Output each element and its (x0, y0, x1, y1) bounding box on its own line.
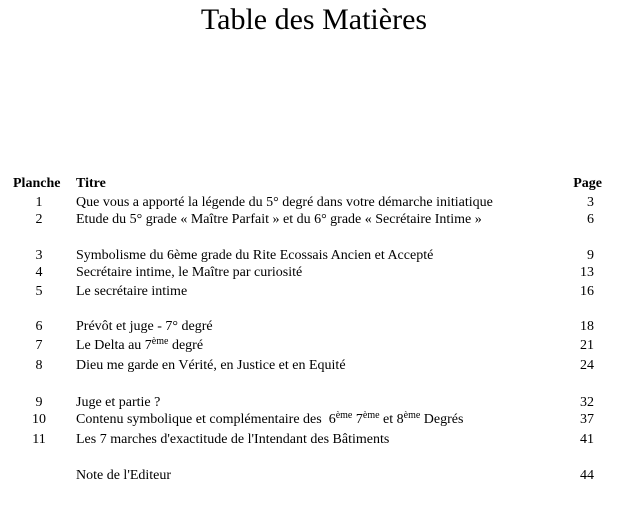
page-number: 41 (580, 432, 594, 447)
toc-row (0, 211, 628, 229)
entry-title: Note de l'Editeur (76, 468, 172, 483)
planche-number: 2 (35, 212, 43, 227)
toc-row (0, 411, 628, 429)
toc-row (0, 394, 628, 412)
entry-title: Les 7 marches d'exactitude de l'Intendant des Bâtiments (76, 432, 390, 447)
entry-title: Le secrétaire intime (76, 284, 188, 299)
page-number: 18 (580, 319, 594, 334)
entry-title: Symbolisme du 6ème grade du Rite Ecossais Ancien et Accepté (76, 248, 434, 263)
planche-number: 7 (35, 338, 43, 353)
column-header-planche: Planche (13, 176, 61, 191)
toc-row (0, 337, 628, 355)
planche-number: 5 (35, 284, 43, 299)
page-number: 3 (587, 195, 594, 210)
toc-row (0, 318, 628, 336)
document-title: Table des Matières (200, 3, 428, 36)
page-number: 44 (580, 468, 594, 483)
entry-title: Secrétaire intime, le Maître par curiosité (76, 265, 303, 280)
planche-number: 10 (32, 412, 46, 427)
toc-row (0, 357, 628, 375)
toc-row (0, 467, 628, 485)
column-header-page: Page (573, 176, 602, 191)
page-number: 9 (587, 248, 594, 263)
entry-title: Juge et partie ? (76, 395, 161, 410)
page-number: 37 (580, 412, 594, 427)
toc-row (0, 194, 628, 212)
entry-title: Etude du 5° grade « Maître Parfait » et du 6° grade « Secrétaire Intime » (76, 212, 482, 227)
page-number: 13 (580, 265, 594, 280)
page-number: 6 (587, 212, 594, 227)
toc-row (0, 264, 628, 282)
page-number: 24 (580, 358, 594, 373)
page-number: 21 (580, 338, 594, 353)
entry-title: Le Delta au 7ème degré (76, 336, 204, 353)
planche-number: 11 (32, 432, 46, 447)
planche-number: 8 (35, 358, 43, 373)
planche-number: 1 (35, 195, 43, 210)
planche-number: 9 (35, 395, 43, 410)
entry-title: Prévôt et juge - 7° degré (76, 319, 213, 334)
entry-title: Dieu me garde en Vérité, en Justice et en Equité (76, 358, 346, 373)
page-number: 32 (580, 395, 594, 410)
toc-row (0, 247, 628, 265)
entry-title: Que vous a apporté la légende du 5° degré dans votre démarche initiatique (76, 195, 493, 210)
page-number: 16 (580, 284, 594, 299)
entry-title: Contenu symbolique et complémentaire des 6ème 7ème et 8ème Degrés (76, 410, 464, 427)
planche-number: 4 (35, 265, 43, 280)
toc-row (0, 431, 628, 449)
toc-row (0, 283, 628, 301)
column-header-titre: Titre (76, 176, 106, 191)
planche-number: 3 (35, 248, 43, 263)
planche-number: 6 (35, 319, 43, 334)
